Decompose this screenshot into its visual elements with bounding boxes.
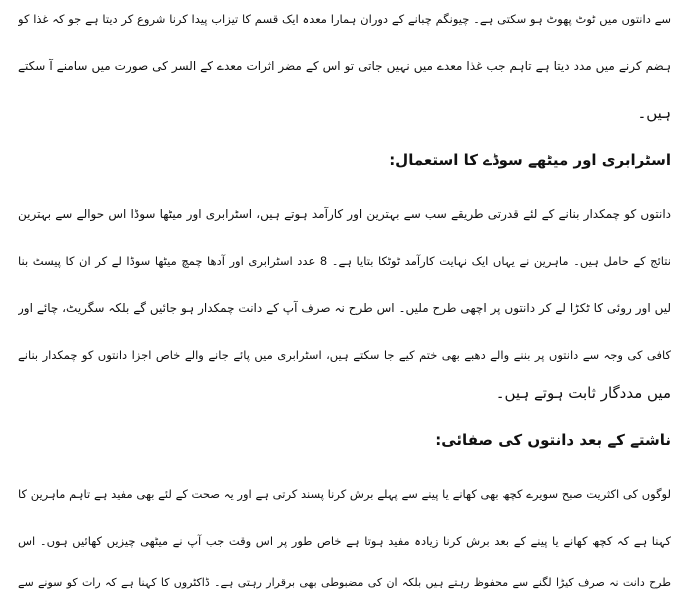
paragraph-line: لوگوں کی اکثریت صبح سویرے کچھ بھی کھانے یا پینے سے پہلے برش کرنا پسند کرتی ہے اور یہ صحت کے لئے بھی مفید ہے تاہم ماہرین کا <box>18 487 671 501</box>
paragraph-line: طرح دانت نہ صرف کیڑا لگنے سے محفوظ رہتے ہیں بلکہ ان کی مضبوطی بھی برقرار رہتی ہے۔ ڈاکٹروں کا کہنا ہے کہ رات کو سونے سے <box>18 576 671 589</box>
section-heading: ناشتے کے بعد دانتوں کی صفائی: <box>435 431 671 449</box>
paragraph-line: کہنا ہے کہ کچھ کھانے یا پینے کے بعد برش کرنا زیادہ مفید ہوتا ہے خاص طور پر اس وقت جب آپ نے میٹھی چیزیں کھائیں ہوں۔ اس <box>18 534 671 548</box>
paragraph-line: کافی کی وجہ سے دانتوں پر بننے والے دھبے بھی ختم کیے جا سکتے ہیں، اسٹرابری میں پائے جانے والے خاص اجزا دانتوں کو چمکدار بنانے <box>18 348 671 362</box>
paragraph-line: سے دانتوں میں ٹوٹ پھوٹ ہو سکتی ہے۔ چیونگم چبانے کے دوران ہمارا معدہ ایک قسم کا تیزاب پیدا کرنا شروع کر دیتا ہے جو کہ غذا کو <box>18 12 671 26</box>
paragraph-line: دانتوں کو چمکدار بنانے کے لئے قدرتی طریقے سب سے بہترین اور کارآمد ہوتے ہیں، اسٹرابری اور میٹھا سوڈا اس حوالے سے بہترین <box>18 207 671 221</box>
section-heading: اسٹرابری اور میٹھے سوڈے کا استعمال: <box>389 151 671 169</box>
paragraph-line: لیں اور روئی کا ٹکڑا لے کر دانتوں پر اچھی طرح ملیں۔ اس طرح نہ صرف آپ کے دانت چمکدار ہو جائیں گے بلکہ سگریٹ، چائے اور <box>18 301 671 315</box>
paragraph-line: نتائج کے حامل ہیں۔ ماہرین نے یہاں ایک نہایت کارآمد ٹوٹکا بتایا ہے۔ 8 عدد اسٹرابری اور آدھا چمچ میٹھا سوڈا لے کر ان کا پیسٹ بنا <box>18 254 671 268</box>
paragraph-line: ہضم کرنے میں مدد دیتا ہے تاہم جب غذا معدے میں نہیں جاتی تو اس کے مضر اثرات معدے کے السر کی صورت میں سامنے آ سکتے <box>18 59 671 73</box>
paragraph-line: میں مددگار ثابت ہوتے ہیں۔ <box>495 384 671 402</box>
paragraph-line: ہیں۔ <box>637 104 671 122</box>
